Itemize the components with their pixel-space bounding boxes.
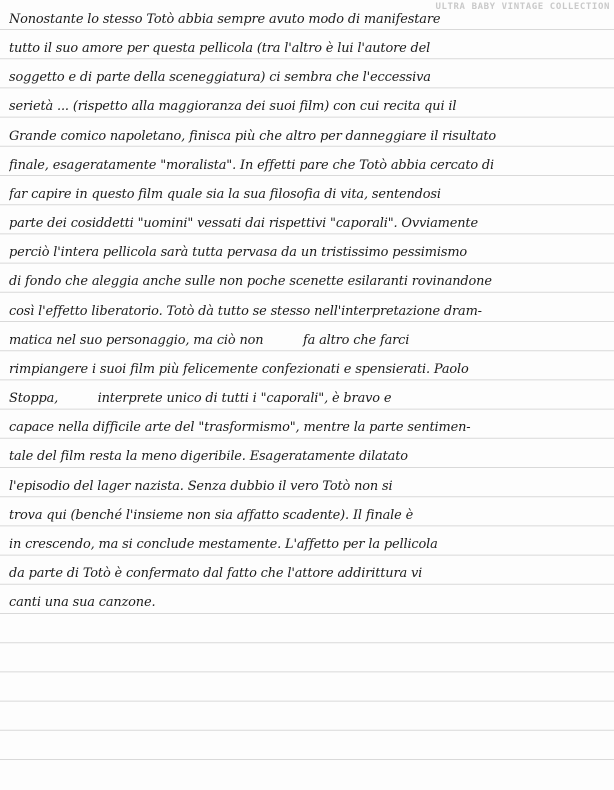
text-line: di fondo che aleggia anche sulle non poche scenette esilaranti rovinandone (9, 274, 492, 289)
text-line: finale, esageratamente "moralista". In effetti pare che Totò abbia cercato di (9, 158, 495, 173)
text-line: trova qui (benché l'insieme non sia affatto scadente). Il finale è (9, 508, 414, 523)
text-line: tale del film resta la meno digeribile. Esageratamente dilatato (9, 449, 408, 464)
text-line: parte dei cosiddetti "uomini" vessati dai rispettivi "caporali". Ovviamente (9, 216, 478, 231)
text-line: capace nella difficile arte del "trasformismo", mentre la parte sentimen- (9, 420, 471, 435)
text-line: Stoppa, interprete unico di tutti i "caporali", è bravo e (9, 391, 392, 406)
text-line: canti una sua canzone. (9, 595, 156, 610)
watermark: ULTRA BABY VINTAGE COLLECTION (435, 2, 610, 12)
text-line: così l'effetto liberatorio. Totò dà tutto se stesso nell'interpretazione dram- (9, 304, 482, 319)
text-line: serietà ... (rispetto alla maggioranza dei suoi film) con cui recita qui il (9, 99, 457, 114)
text-line: far capire in questo film quale sia la sua filosofia di vita, sentendosi (9, 187, 441, 202)
text-line: Nonostante lo stesso Totò abbia sempre avuto modo di manifestare (9, 12, 441, 27)
text-line: l'episodio del lager nazista. Senza dubbio il vero Totò non si (9, 479, 393, 494)
text-line: perciò l'intera pellicola sarà tutta pervasa da un tristissimo pessimismo (9, 245, 468, 260)
text-line: Grande comico napoletano, finisca più che altro per danneggiare il risultato (9, 129, 497, 144)
text-line: in crescendo, ma si conclude mestamente. L'affetto per la pellicola (9, 537, 438, 552)
text-line: da parte di Totò è confermato dal fatto che l'attore addirittura vi (9, 566, 423, 581)
text-line: soggetto e di parte della sceneggiatura) ci sembra che l'eccessiva (9, 70, 431, 85)
text-line: matica nel suo personaggio, ma ciò non fa altro che farci (9, 333, 410, 348)
text-line: rimpiangere i suoi film più felicemente confezionati e spensierati. Paolo (9, 362, 469, 377)
text-line: tutto il suo amore per questa pellicola (tra l'altro è lui l'autore del (9, 41, 431, 56)
